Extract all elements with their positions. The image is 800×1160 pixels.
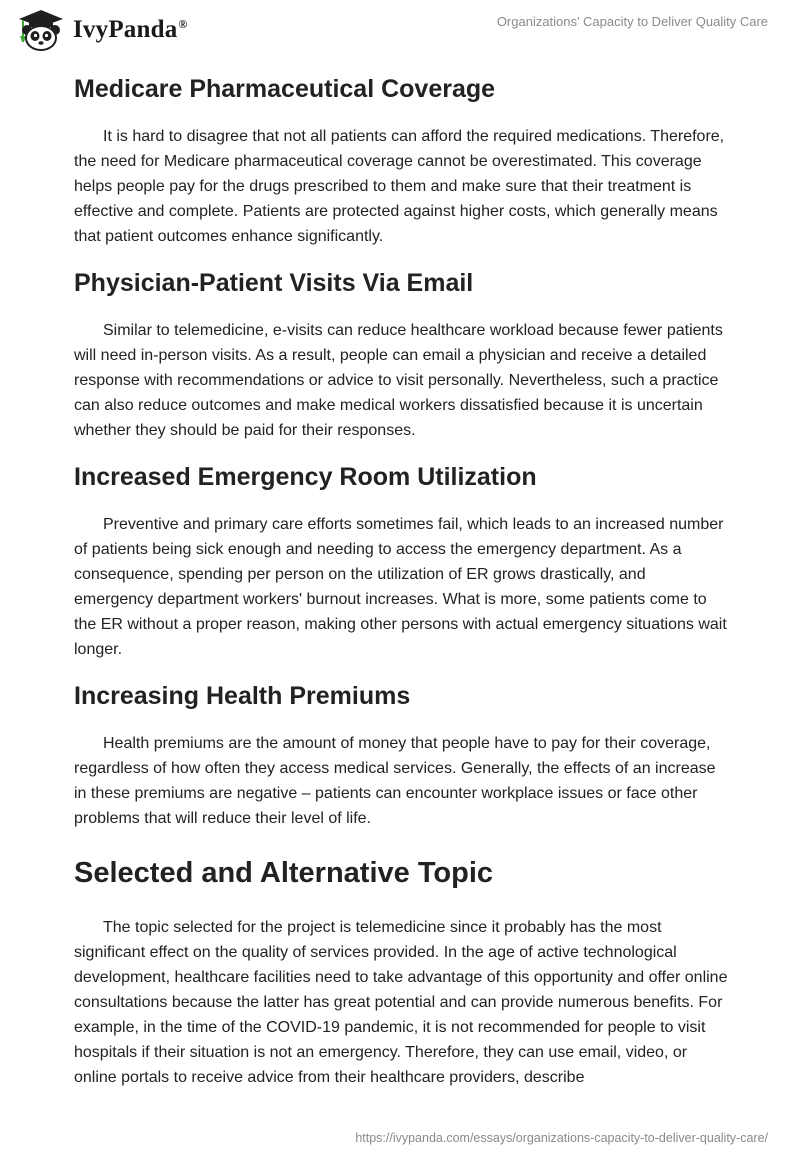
section-email-visits — [74, 265, 729, 443]
section-heading: Increasing Health Premiums — [74, 682, 411, 710]
section-heading: Physician-Patient Visits Via Email — [74, 269, 474, 297]
page-header — [0, 0, 800, 70]
brand-name: IvyPanda® — [73, 16, 188, 43]
section-selected-topic — [74, 853, 729, 1090]
section-paragraph: Preventive and primary care efforts sometimes fail, which leads to an increased number of patients being sick enough and needing to access the emergency department. As a consequence, spending per person on the utilization of ER grows drastically, and emergency department workers' burnout increases. What is more, some patients come to the ER without a proper reason, making other persons with actual emergency situations wait longer. — [74, 516, 727, 658]
section-paragraph: It is hard to disagree that not all patients can afford the required medications. Therefore, the need for Medicare pharmaceutical coverage cannot be overestimated. This coverage helps people pay for the drugs prescribed to them and make sure that their treatment is effective and complete. Patients are protected against higher costs, which generally means that patient outcomes enhance significantly. — [74, 128, 725, 245]
panda-graduate-icon — [15, 8, 67, 52]
essay-body — [74, 70, 729, 1090]
source-url[interactable]: https://ivypanda.com/essays/organizations-capacity-to-deliver-quality-care/ — [355, 1131, 768, 1145]
section-health-premiums — [74, 678, 729, 831]
section-emergency-room — [74, 459, 729, 662]
section-heading: Medicare Pharmaceutical Coverage — [74, 75, 496, 103]
section-medicare-coverage — [74, 71, 729, 249]
section-paragraph: Health premiums are the amount of money that people have to pay for their coverage, regardless of how often they access medical services. Generally, the effects of an increase in these premiums are negative – patients can encounter workplace issues or face other problems that will reduce their level of life. — [74, 735, 716, 827]
ivypanda-logo[interactable] — [15, 8, 188, 52]
section-heading: Increased Emergency Room Utilization — [74, 463, 537, 491]
main-heading: Selected and Alternative Topic — [74, 857, 493, 889]
section-paragraph: Similar to telemedicine, e-visits can reduce healthcare workload because fewer patients will need in-person visits. As a result, people can email a physician and receive a detailed response with recommendations or advice to visit personally. Nevertheless, such a practice can also reduce outcomes and make medical workers dissatisfied because it is uncertain whether they should be paid for their responses. — [74, 322, 723, 439]
main-paragraph: The topic selected for the project is telemedicine since it probably has the most significant effect on the quality of services provided. In the age of active technological development, healthcare facilities need to take advantage of this opportunity and offer online consultations because the latter has great potential and can provide numerous benefits. For example, in the time of the COVID-19 pandemic, it is not recommended for people to visit hospitals if their situation is not an emergency. Therefore, they can use email, video, or online portals to receive advice from their healthcare providers, describe — [74, 919, 728, 1086]
document-title: Organizations’ Capacity to Deliver Quality Care — [496, 14, 768, 29]
